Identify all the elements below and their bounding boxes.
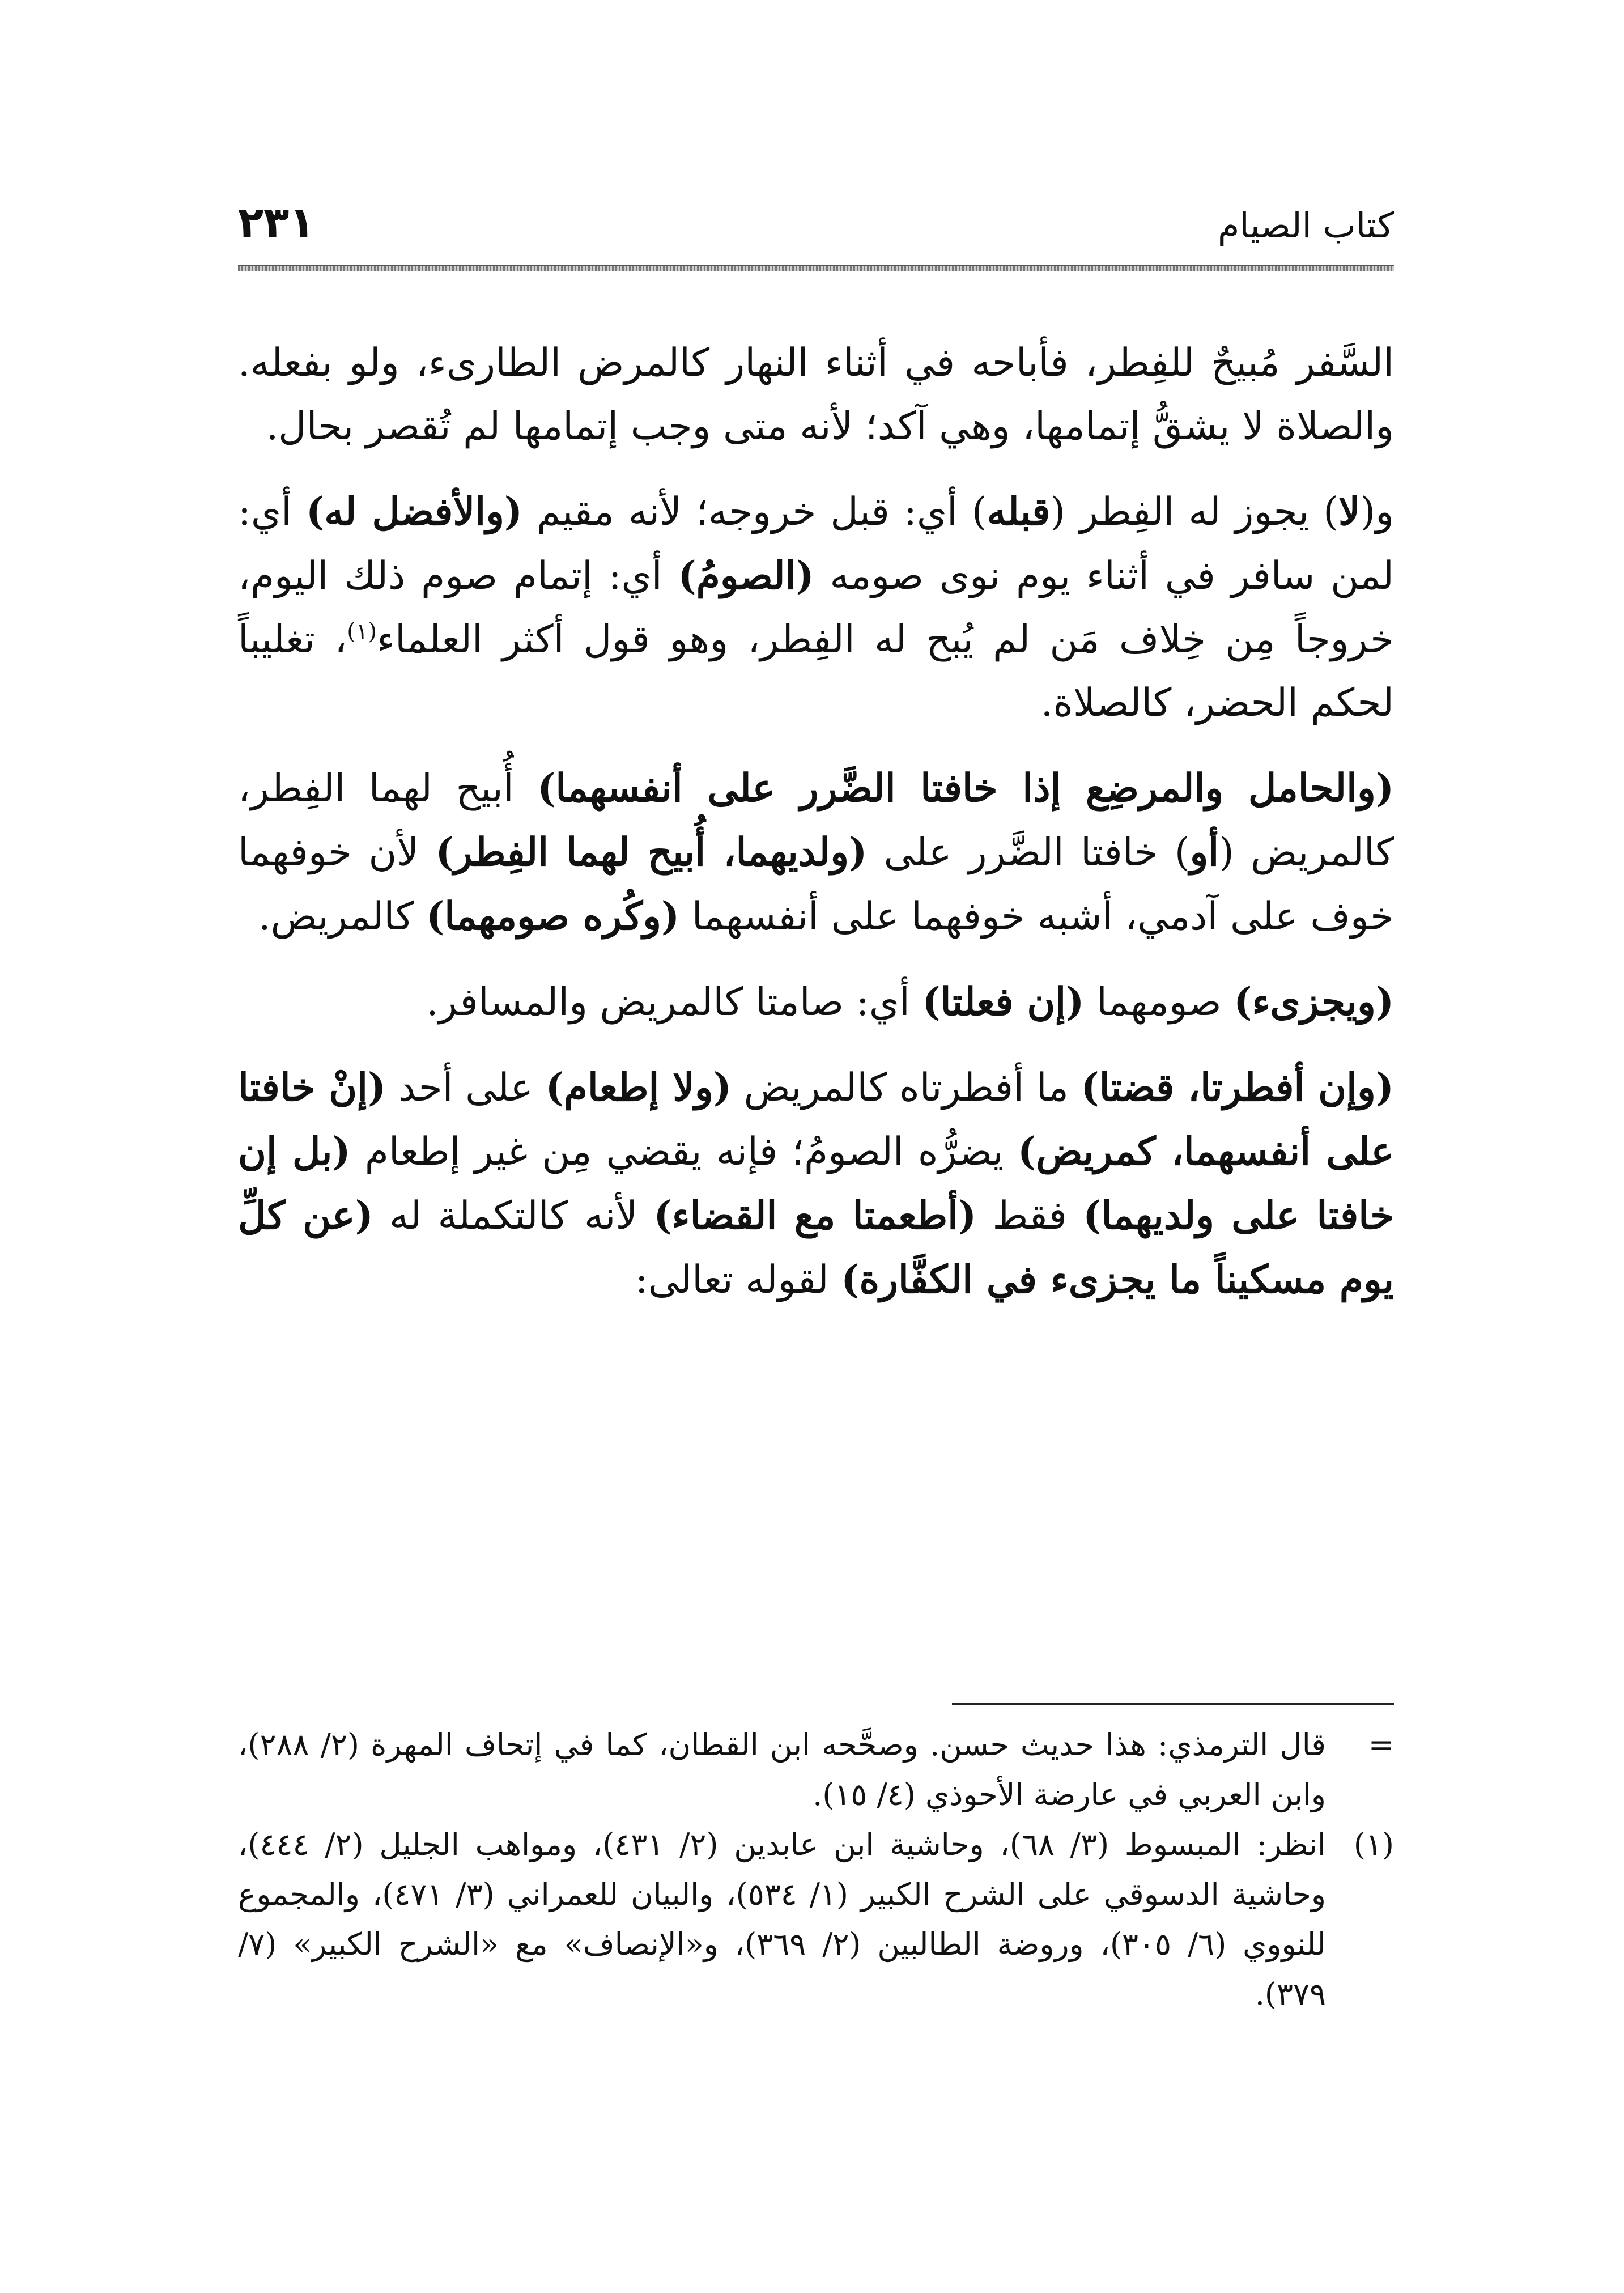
footnote-text: انظر: المبسوط (٣/ ٦٨)، وحاشية ابن عابدين (٢/ ٤٣١)، ومواهب الجليل (٢/ ٤٤٤)، وحاشية الدسوقي على الشرح الكبير (١/ ٥٣٤)، والبيان للعمراني (٣/ ٤٧١)، والمجموع للنووي (٦/ ٣٠٥)، وروضة الطالبين (٢/ ٣٦٩)، و«الإنصاف» مع «الشرح الكبير» (٧/ ٣٧٩). bbox=[238, 1827, 1327, 2012]
matn-text: (وإن أفطرتا، قضتا) bbox=[1081, 1065, 1394, 1110]
sharh-text: صومهما bbox=[1084, 980, 1234, 1025]
matn-text: (ولا إطعام) bbox=[545, 1065, 732, 1110]
matn-text: (الصومُ) bbox=[678, 553, 814, 598]
sharh-text: لأن خوفهما خوف على آدمي، أشبه خوفهما على أنفسهما bbox=[238, 830, 1394, 939]
chapter-title: كتاب الصيام bbox=[1217, 205, 1394, 246]
matn-text: (والأفضل له) bbox=[306, 489, 523, 534]
matn-text: (عن كلِّ يوم مسكيناً ما يجزىء في الكفَّارة) bbox=[238, 1193, 1394, 1302]
footnote-text: قال الترمذي: هذا حديث حسن. وصحَّحه ابن القطان، كما في إتحاف المهرة (٢/ ٢٨٨)، وابن العربي في عارضة الأحوذي (٤/ ١٥). bbox=[238, 1727, 1326, 1812]
matn-text: (إنْ خافتا على أنفسهما، كمريض) bbox=[238, 1065, 1394, 1174]
footnote-ref: (١) bbox=[347, 618, 377, 645]
footnote bbox=[238, 1820, 1394, 2019]
header-divider bbox=[238, 265, 1394, 271]
body-paragraph bbox=[238, 1056, 1394, 1312]
sharh-text: كالمريض. bbox=[258, 894, 427, 939]
footnote-mark: (١) bbox=[1353, 1827, 1394, 1862]
footnote-mark: = bbox=[1368, 1727, 1394, 1763]
body-paragraph bbox=[238, 332, 1394, 458]
running-header bbox=[238, 196, 1394, 258]
matn-text: (والحامل والمرضِع إذا خافتا الضَّرر على أنفسهما) bbox=[537, 766, 1394, 811]
main-text bbox=[238, 332, 1394, 1334]
body-paragraph bbox=[238, 757, 1394, 949]
sharh-text: و( bbox=[1360, 490, 1394, 534]
matn-text: (بل إن خافتا على ولديهما) bbox=[238, 1129, 1394, 1238]
matn-text: أو bbox=[1189, 830, 1219, 875]
sharh-text: لأنه كالتكملة له bbox=[373, 1194, 654, 1238]
sharh-text: ما أفطرتاه كالمريض bbox=[731, 1065, 1081, 1110]
body-paragraph bbox=[238, 480, 1394, 735]
sharh-text: فقط bbox=[976, 1194, 1083, 1238]
matn-text: (ولديهما، أُبيح لهما الفِطر) bbox=[435, 830, 868, 875]
sharh-text: أي: صامتا كالمريض والمسافر. bbox=[426, 980, 922, 1025]
matn-text: (أطعمتا مع القضاء) bbox=[653, 1193, 977, 1238]
matn-text: قبله bbox=[987, 489, 1051, 534]
matn-text: (وكُره صومهما) bbox=[426, 894, 680, 939]
matn-text: لا bbox=[1338, 489, 1361, 534]
footnote bbox=[238, 1720, 1394, 1820]
sharh-text: على أحد bbox=[386, 1065, 546, 1110]
footnote-divider bbox=[952, 1703, 1394, 1705]
sharh-text: أي: لمن سافر في أثناء يوم نوى صومه bbox=[238, 490, 1394, 598]
sharh-text: ) خافتا الضَّرر على bbox=[867, 830, 1190, 875]
sharh-text: ) يجوز له الفِطر ( bbox=[1050, 490, 1338, 534]
sharh-text: السَّفر مُبيحٌ للفِطر، فأباحه في أثناء النهار كالمرض الطارىء، ولو بفعله. والصلاة لا يشقُّ إتمامها، وهي آكد؛ لأنه متى وجب إتمامها لم تُقصر بحال. bbox=[238, 341, 1394, 449]
footnotes bbox=[238, 1720, 1394, 2019]
sharh-text: ) أي: قبل خروجه؛ لأنه مقيم bbox=[522, 490, 987, 534]
body-paragraph bbox=[238, 970, 1394, 1034]
sharh-text: لقوله تعالى: bbox=[635, 1258, 841, 1302]
sharh-text: ، تغليباً لحكم الحضر، كالصلاة. bbox=[238, 617, 1394, 725]
matn-text: (ويجزىء) bbox=[1234, 979, 1394, 1025]
sharh-text: أي: إتمام صوم ذلك اليوم، خروجاً مِن خِلاف مَن لم يُبح له الفِطر، وهو قول أكثر العلماء bbox=[238, 554, 1395, 662]
page-number: ٢٣١ bbox=[238, 198, 315, 247]
sharh-text: أُبيح لهما الفِطر، كالمريض ( bbox=[238, 766, 1394, 875]
matn-text: (إن فعلتا) bbox=[922, 979, 1085, 1025]
sharh-text: يضرُّه الصومُ؛ فإنه يقضي مِن غير إطعام bbox=[350, 1129, 1018, 1174]
